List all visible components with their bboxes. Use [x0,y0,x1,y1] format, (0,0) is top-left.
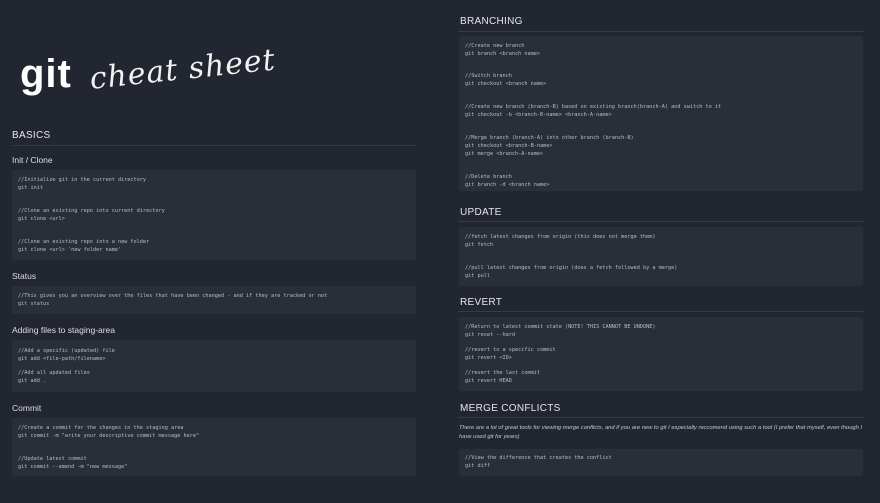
code-block-staging [12,340,416,392]
code-line: git status [18,301,50,307]
divider [458,31,864,32]
subtitle-status: Status [12,271,37,281]
subtitle-staging-area: Adding files to staging-area [12,325,116,335]
divider [12,145,416,146]
code-block-update [459,227,863,286]
code-line: //revert the last commit [465,370,540,376]
code-line: //View the difference that creates the conflict [465,455,612,461]
code-block-init-clone [12,170,416,260]
code-line: git clone <url> [18,216,65,222]
subtitle-commit: Commit [12,403,42,413]
code-line: //Update latest commit [18,456,87,462]
code-line: //pull latest changes from origin (does a fetch followed by a merge) [465,265,678,271]
code-line: git add . [18,378,47,384]
code-line: git merge <branch-A-name> [465,151,544,157]
section-title-basics: BASICS [12,130,51,141]
divider [458,311,864,312]
code-line: //Return to latest commit state (NOTE! THIS CANNOT BE UNDONE) [465,324,656,330]
divider [458,221,864,222]
section-title-merge-conflicts: MERGE CONFLICTS [460,403,561,414]
code-block-status [12,286,416,314]
code-line: //Initialize git in the current directory [18,177,147,183]
code-line: git checkout -b <branch-B-name> <branch-A-name> [465,112,612,118]
code-line: git add <file-path/filename> [18,356,106,362]
logo-cheat-sheet: cheat sheet [88,42,278,97]
code-line: //Delete branch [465,174,512,180]
code-line: git commit -m "write your descriptive commit message here" [18,433,200,439]
code-line: git checkout <branch name> [465,81,547,87]
code-line: git diff [465,463,490,469]
code-line: git clone <url> 'new folder name' [18,247,122,253]
subtitle-init-clone: Init / Clone [12,155,53,165]
code-line: git reset --hard [465,332,515,338]
code-line: //Create new branch [465,43,525,49]
section-title-update: UPDATE [460,207,502,218]
code-line: git branch -d <branch name> [465,182,550,188]
logo-git: git [20,52,72,96]
section-title-branching: BRANCHING [460,16,523,27]
divider [458,417,864,418]
code-line: git commit --amend -m "new message" [18,464,128,470]
code-line: git branch <branch name> [465,51,540,57]
code-line: //This gives you an overview over the files that have been changed - and if they are tracked or not [18,293,328,299]
code-line: //Switch branch [465,73,512,79]
code-line: //Add all updated files [18,370,90,376]
code-line: git fetch [465,242,494,248]
code-line: git revert <ID> [465,355,512,361]
code-line: //Clone an existing repo into a new folder [18,239,150,245]
code-block-branching [459,36,863,191]
section-title-revert: REVERT [460,297,503,308]
code-block-commit [12,418,416,476]
code-line: git pull [465,273,490,279]
code-line: //Add a specific (updated) file [18,348,115,354]
code-line: //fetch latest changes from origin (this does not merge them) [465,234,656,240]
code-block-merge [459,449,863,476]
code-line: //Clone an existing repo into current directory [18,208,165,214]
code-block-revert [459,317,863,391]
code-line: git revert HEAD [465,378,512,384]
code-line: //revert to a specific commit [465,347,556,353]
code-line: //Merge branch (branch-A) into other branch (branch-B) [465,135,634,141]
code-line: git init [18,185,43,191]
code-line: //Create a commit for the changes in the staging area [18,425,184,431]
code-line: //Create new branch (branch-B) based on existing branch(branch-A) and switch to it [465,104,722,110]
merge-conflicts-note: There are a lot of great tools for viewing merge conflicts, and if you are new to git I especially reccomend using such a tool (I prefer that myself, even though I have used git for years) [459,425,863,440]
code-line: git checkout <branch-B-name> [465,143,553,149]
